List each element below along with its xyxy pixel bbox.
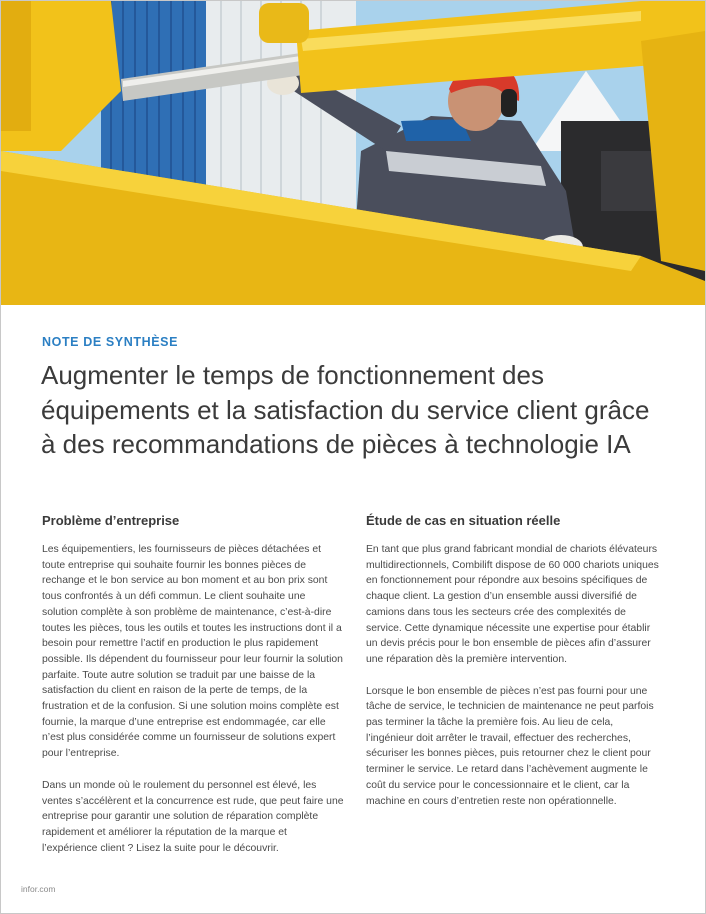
- hero-image: [1, 1, 705, 305]
- left-column-heading: Problème d’entreprise: [42, 513, 180, 528]
- left-column: [42, 513, 344, 872]
- page-title: Augmenter le temps de fonctionnement des équipements et la satisfaction du service client grâce à des recommandations de pièces à technologie IA: [41, 360, 650, 459]
- eyebrow-label: NOTE DE SYNTHÈSE: [42, 335, 179, 349]
- worker-machinery-illustration: [1, 1, 705, 305]
- right-column-paragraph: Lorsque le bon ensemble de pièces n’est pas fourni pour une tâche de service, le technicien de maintenance ne peut parfois pas terminer la tâche la première fois. Au lieu de cela, l’ingénieur doit arrêter le travail, effectuer des recherches, sécuriser les bonnes pièces, puis retourner chez le client pour terminer le service. Le retard dans l’achèvement augmente le coût du service pour le concessionnaire et le client, car la machine en cours d’entretien reste non opérationnelle.: [366, 685, 654, 807]
- left-column-paragraph: Les équipementiers, les fournisseurs de pièces détachées et toute entreprise qui souhaite fournir les bonnes pièces de rechange et le bon service au bon moment et au bon prix sont tous confrontés à un défi commun. Le client souhaite une solution complète à son problème de maintenance, c’est-à-dire toutes les pièces, tous les outils et toutes les instructions dont il a besoin pour remettre l’actif en production le plus rapidement possible. Ils dépendent du fournisseur pour leur fournir la solution parfaite. Toute autre solution se traduit par une baisse de la satisfaction du client en raison de la perte de temps, de la frustration et de la confusion. Si une solution moins complète est fournie, la marque d’une entreprise est endommagée, car elle n’est plus considérée comme un fournisseur de solutions expert pour l’entreprise.: [42, 544, 343, 760]
- right-column-paragraph: En tant que plus grand fabricant mondial de chariots élévateurs multidirectionnels, Combilift dispose de 60 000 chariots uniques en fonctionnement pour répondre aux besoins spécifiques de chaque client. La gestion d’un ensemble aussi diversifié de camions dans tous les secteurs crée des complexités de service. Cette dynamique nécessite une expertise pour établir un devis précis pour le bon ensemble de pièces afin d’assurer une réparation dès la première intervention.: [366, 544, 659, 665]
- footer-url[interactable]: infor.com: [21, 884, 56, 894]
- left-column-paragraph: Dans un monde où le roulement du personnel est élevé, les ventes s’accélèrent et la concurrence est rude, que peut faire une entreprise pour garantir une solution de réparation complète rapidement et améliorer la réputation de la marque et l’expérience client ? Lisez la suite pour le découvrir.: [42, 779, 344, 854]
- right-column-heading: Étude de cas en situation réelle: [366, 513, 561, 528]
- right-column: [366, 513, 662, 825]
